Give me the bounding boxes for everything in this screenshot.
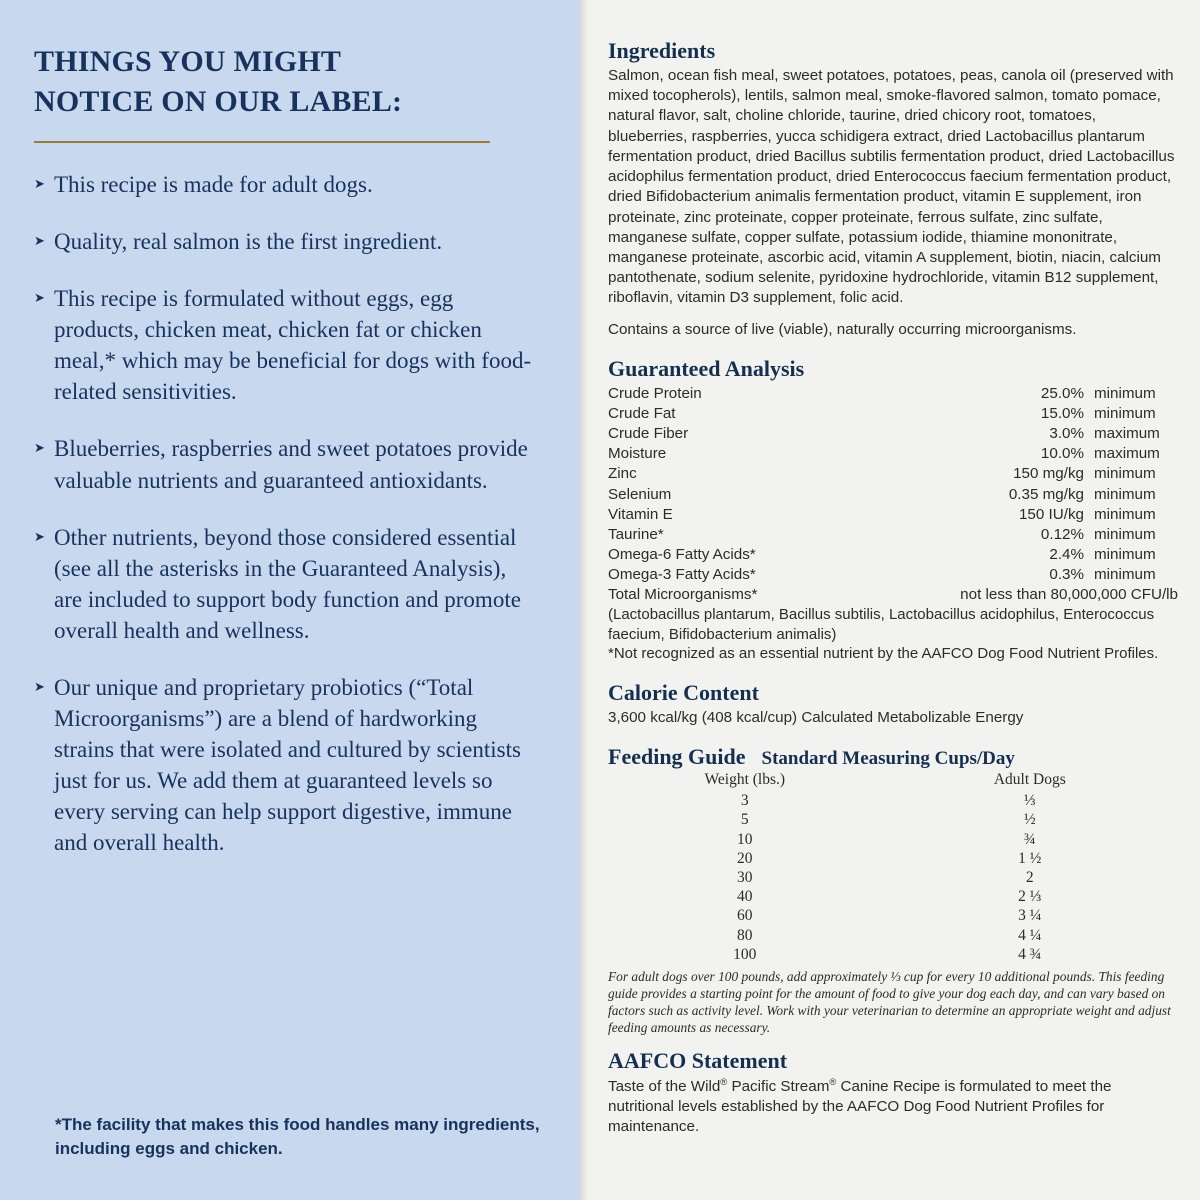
feeding-weight: 3 — [740, 792, 749, 810]
guaranteed-analysis-table — [608, 384, 1178, 606]
table-row — [608, 464, 1178, 484]
table-row — [608, 830, 1178, 849]
arrow-bullet-icon: ➤ — [34, 176, 45, 192]
ga-value: 15.0% — [1040, 404, 1084, 422]
table-row — [608, 485, 1178, 505]
ga-value: 150 IU/kg — [1018, 505, 1084, 523]
arrow-bullet-icon: ➤ — [34, 440, 45, 456]
title-divider — [34, 141, 490, 143]
page-title-line1: THINGS YOU MIGHT — [34, 45, 342, 78]
table-row — [608, 384, 1178, 404]
feeding-cups: 4 ¼ — [1018, 926, 1042, 944]
feeding-weight: 5 — [740, 811, 749, 829]
ga-nutrient: Taurine* — [608, 525, 664, 543]
ingredients-heading: Ingredients — [608, 38, 716, 63]
ga-qualifier: minimum — [1094, 404, 1156, 422]
aafco-product: Pacific Stream — [727, 1077, 830, 1095]
table-row — [608, 906, 1178, 925]
ga-value: 150 mg/kg — [1013, 465, 1084, 483]
list-item — [32, 226, 536, 257]
list-item-label: Our unique and proprietary probiotics (“Total Microorganisms”) are a blend of hardworking strains that were isolated and cultured by scientists just for us. We add them at guaranteed levels so every serving can help support digestive, immune and overall health. — [54, 674, 521, 855]
ga-qualifier: minimum — [1094, 485, 1156, 503]
ingredients-text: Salmon, ocean fish meal, sweet potatoes, potatoes, peas, canola oil (preserved with mixed tocopherols), lentils, salmon meal, smoke-flavored salmon, tomato pomace, natural flavor, salt, choline chloride, taurine, dried chicory root, tomatoes, blueberries, raspberries, yucca schidigera extract, dried Lactobacillus plantarum fermentation product, dried Bacillus subtilis fermentation product, dried Lactobacillus acidophilus fermentation product, dried Enterococcus faecium fermentation product, dried Bifidobacterium animalis fermentation product, vitamin E supplement, iron proteinate, zinc proteinate, copper proteinate, ferrous sulfate, zinc sulfate, manganese sulfate, copper sulfate, potassium iodide, thiamine mononitrate, manganese proteinate, ascorbic acid, vitamin A supplement, biotin, niacin, calcium pantothenate, sodium selenite, pyridoxine hydrochloride, vitamin B12 supplement, riboflavin, vitamin D3 supplement, folic acid. — [608, 67, 1175, 307]
calorie-content-heading: Calorie Content — [608, 679, 759, 705]
list-item — [32, 522, 536, 646]
list-item — [32, 672, 536, 858]
table-row — [608, 791, 1178, 810]
calorie-content-text: 3,600 kcal/kg (408 kcal/cup) Calculated Metabolizable Energy — [608, 708, 1024, 726]
ga-value: 0.12% — [1040, 525, 1084, 543]
ga-value: 0.35 mg/kg — [1008, 485, 1084, 503]
page-title — [34, 42, 536, 121]
ga-qualifier: minimum — [1094, 566, 1156, 584]
ga-nutrient: Omega-6 Fatty Acids* — [608, 545, 756, 563]
list-item-label: Other nutrients, beyond those considered essential (see all the asterisks in the Guaranteed Analysis), are included to support body function and promote overall health and wellness. — [54, 524, 521, 643]
ga-nutrient: Omega-3 Fatty Acids* — [608, 566, 756, 584]
feeding-weight: 100 — [733, 945, 757, 963]
table-row — [608, 810, 1178, 829]
guaranteed-analysis-heading: Guaranteed Analysis — [608, 355, 805, 381]
facility-footnote: *The facility that makes this food handles many ingredients, including eggs and chicken. — [55, 1115, 540, 1158]
ga-value: not less than 80,000,000 CFU/lb — [960, 586, 1178, 604]
table-row — [608, 945, 1178, 964]
table-row — [608, 404, 1178, 424]
list-item — [32, 433, 536, 495]
table-row — [608, 926, 1178, 945]
table-row — [608, 565, 1178, 585]
aafco-statement-text — [608, 1076, 1178, 1138]
table-row — [608, 525, 1178, 545]
feeding-guide-heading: Feeding Guide — [608, 744, 746, 770]
table-header-row — [608, 770, 1178, 791]
ga-value: 2.4% — [1049, 545, 1084, 563]
feeding-guide-table — [608, 770, 1178, 964]
aafco-rest: Canine Recipe is formulated to meet the nutritional levels established by the AAFCO Dog Food Nutrient Profiles for maintenance. — [608, 1077, 1112, 1136]
table-row — [608, 868, 1178, 887]
feeding-weight: 80 — [737, 926, 753, 944]
table-row — [608, 505, 1178, 525]
aafco-asterisk-note: *Not recognized as an essential nutrient by the AAFCO Dog Food Nutrient Profiles. — [608, 645, 1159, 663]
ga-nutrient: Crude Protein — [608, 384, 702, 402]
aafco-brand: Taste of the Wild — [608, 1077, 721, 1095]
ga-qualifier: minimum — [1094, 384, 1156, 402]
ga-nutrient: Vitamin E — [608, 505, 673, 523]
ga-nutrient: Moisture — [608, 445, 667, 463]
ga-qualifier: minimum — [1094, 505, 1156, 523]
feeding-cups: ⅓ — [1023, 792, 1036, 810]
feeding-weight: 40 — [737, 888, 753, 906]
ga-qualifier: maximum — [1094, 445, 1160, 463]
feeding-weight: 20 — [737, 849, 753, 867]
table-row — [608, 444, 1178, 464]
list-item-label: This recipe is made for adult dogs. — [54, 172, 373, 198]
arrow-bullet-icon: ➤ — [34, 528, 45, 544]
list-item — [32, 283, 536, 407]
arrow-bullet-icon: ➤ — [34, 233, 45, 249]
table-row — [608, 545, 1178, 565]
feeding-cups: 2 — [1025, 868, 1034, 886]
left-panel — [0, 0, 580, 1200]
column-header-weight: Weight (lbs.) — [704, 771, 786, 789]
feeding-weight: 60 — [737, 907, 753, 925]
ga-value: 3.0% — [1049, 425, 1084, 443]
list-item-label: This recipe is formulated without eggs, egg products, chicken meat, chicken fat or chicken meal,* which may be beneficial for dogs with food-related sensitivities. — [54, 286, 532, 405]
feeding-cups: 1 ½ — [1018, 849, 1042, 867]
feeding-cups: 4 ¾ — [1018, 945, 1042, 963]
list-item-label: Quality, real salmon is the first ingredient. — [54, 229, 443, 255]
table-row — [608, 424, 1178, 444]
feeding-cups: ½ — [1023, 811, 1036, 829]
ga-nutrient: Crude Fat — [608, 404, 676, 422]
aafco-statement-heading: AAFCO Statement — [608, 1047, 788, 1073]
ga-value: 25.0% — [1040, 384, 1084, 402]
feeding-guide-note: For adult dogs over 100 pounds, add approximately ⅓ cup for every 10 additional pounds. This feeding guide provides a starting point for the amount of food to give your dog each day, and can vary based on factors such as activity level. Work with your veterinarian to determine an appropriate weight and adjust feeding amounts as necessary. — [608, 969, 1171, 1035]
ga-qualifier: minimum — [1094, 545, 1156, 563]
feeding-weight: 10 — [737, 830, 753, 848]
registered-mark-icon: ® — [829, 1075, 837, 1087]
microorganisms-list: (Lactobacillus plantarum, Bacillus subtilis, Lactobacillus acidophilus, Enterococcus faecium, Bifidobacterium animalis) — [608, 606, 1155, 643]
ga-nutrient: Selenium — [608, 485, 672, 503]
table-row — [608, 849, 1178, 868]
label-highlights-list — [32, 169, 536, 858]
ga-value: 10.0% — [1040, 445, 1084, 463]
feeding-weight: 30 — [737, 868, 753, 886]
ga-qualifier: maximum — [1094, 425, 1160, 443]
ga-nutrient: Zinc — [608, 465, 637, 483]
ga-nutrient: Crude Fiber — [608, 425, 689, 443]
registered-mark-icon: ® — [720, 1075, 728, 1087]
feeding-cups: 2 ⅓ — [1018, 888, 1042, 906]
list-item — [32, 169, 536, 200]
feeding-cups: ¾ — [1023, 830, 1036, 848]
list-item-label: Blueberries, raspberries and sweet potatoes provide valuable nutrients and guaranteed antioxidants. — [54, 436, 528, 493]
feeding-cups: 3 ¼ — [1018, 907, 1042, 925]
ga-value: 0.3% — [1049, 566, 1084, 584]
ga-qualifier: minimum — [1094, 525, 1156, 543]
live-microorganisms-note: Contains a source of live (viable), naturally occurring microorganisms. — [608, 320, 1077, 338]
feeding-guide-header — [608, 744, 1178, 770]
right-panel — [580, 0, 1200, 1200]
feeding-guide-subheading: Standard Measuring Cups/Day — [761, 748, 1015, 770]
table-row — [608, 887, 1178, 906]
arrow-bullet-icon: ➤ — [34, 678, 45, 694]
ga-nutrient: Total Microorganisms* — [608, 586, 758, 604]
arrow-bullet-icon: ➤ — [34, 290, 45, 306]
ga-qualifier: minimum — [1094, 465, 1156, 483]
column-header-cups: Adult Dogs — [993, 771, 1066, 789]
table-row — [608, 585, 1178, 605]
page-title-line2: NOTICE ON OUR LABEL: — [34, 84, 403, 118]
